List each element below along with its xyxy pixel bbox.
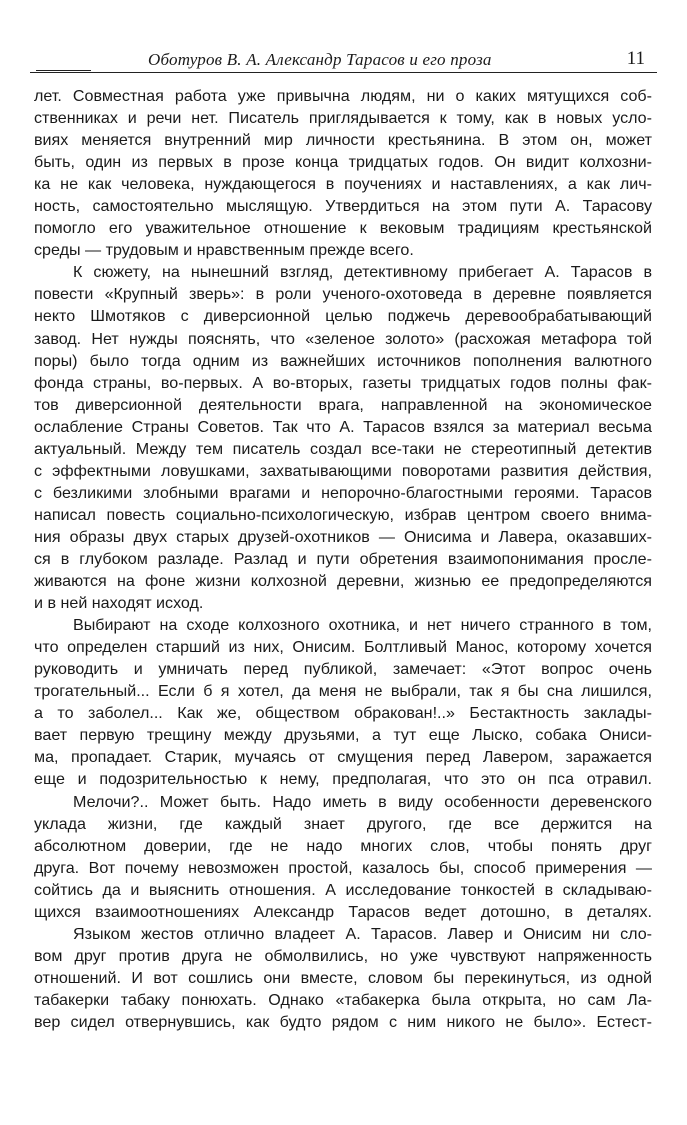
text-line: лет. Совместная работа уже привычна людям, ни о каких мятущихся соб-: [34, 87, 652, 105]
running-title: Оботуров В. А. Александр Тарасов и его проза: [148, 50, 492, 69]
header-rule: [30, 72, 657, 73]
text-line: живаются на фоне жизни колхозной деревни, жизнью ее предопределяются: [34, 572, 652, 591]
text-line: тов диверсионной деятельности врага, направленной на экономическое: [34, 395, 652, 414]
text-line: трогательный... Если б я хотел, да меня не выбрали, так я бы сна лишился,: [34, 682, 652, 701]
text-line: с безликими злобными врагами и непорочно-благостными героями. Тарасов: [34, 483, 652, 502]
text-line: табакерки табаку понюхать. Однако «табакерка была открыта, но сам Ла-: [34, 990, 652, 1009]
text-line: фонда страны, во-первых. А во-вторых, газеты тридцатых годов полны фак-: [34, 373, 652, 392]
page-header: [30, 48, 657, 74]
text-line: помогло его уважительное отношение к вековым традициям крестьянской: [34, 219, 652, 238]
text-line: вом друг против друга не обмолвились, но уже чувствуют напряженность: [34, 946, 652, 965]
text-line: еще и подозрительностью к нему, предполагая, что это он пса отравил.: [34, 770, 652, 789]
text-line: вер сидел отвернувшись, как будто рядом с ним никого не было». Естест-: [34, 1012, 652, 1031]
header-rule-short: [36, 70, 91, 71]
text-line: ка не как человека, нуждающегося в поучениях и наставлениях, а как лич-: [34, 175, 652, 194]
text-line: что определен старший из них, Онисим. Болтливый Манос, которому хочется: [34, 638, 652, 657]
text-line: среды — трудовым и нравственным прежде всего.: [34, 241, 414, 260]
text-line: ма, пропадает. Старик, мучаясь от смущения перед Лавером, заражается: [34, 748, 652, 767]
text-line: и в ней находят исход.: [34, 594, 204, 613]
body-text: [34, 85, 652, 1033]
text-line: виях меняется внутренний мир личности крестьянина. В этом он, может: [34, 131, 652, 150]
text-line: Языком жестов отлично владеет А. Тарасов. Лавер и Онисим ни сло-: [73, 924, 652, 943]
text-line: актуальный. Между тем писатель создал все-таки не стереотипный детектив: [34, 439, 652, 458]
page-number: 11: [626, 48, 645, 69]
text-line: друга. Вот почему невозможен простой, казалось бы, способ примерения —: [34, 858, 652, 877]
text-line: абсолютном доверии, где не надо многих слов, чтобы понять друг: [34, 836, 652, 855]
text-line: Мелочи?.. Может быть. Надо иметь в виду особенности деревенского: [73, 792, 652, 811]
text-line: некто Шмотяков с диверсионной целью поджечь деревообрабатывающий: [34, 307, 652, 326]
text-line: К сюжету, на нынешний взгляд, детективному прибегает А. Тарасов в: [73, 263, 652, 282]
text-line: руководить и умничать перед публикой, замечает: «Этот вопрос очень: [34, 660, 652, 679]
text-line: повести «Крупный зверь»: в роли ученого-охотоведа в деревне появляется: [34, 285, 652, 304]
text-line: щихся взаимоотношениях Александр Тарасов ведет дотошно, в деталях.: [34, 902, 652, 921]
text-line: завод. Нет нужды пояснять, что «зеленое золото» (расхожая метафора той: [34, 329, 652, 348]
text-line: уклада жизни, где каждый знает другого, где все держится на: [34, 814, 652, 833]
text-line: вает первую трещину между друзьями, а тут еще Лыско, собака Ониси-: [34, 726, 652, 745]
text-line: быть, один из первых в прозе конца тридцатых годов. Он видит колхозни-: [34, 153, 652, 172]
text-line: ся в глубоком разладе. Разлад и пути обретения взаимопонимания просле-: [34, 549, 652, 568]
text-line: отношений. И вот сошлись они вместе, словом бы перекинуться, из одной: [34, 968, 652, 987]
text-line: Выбирают на сходе колхозного охотника, и нет ничего странного в том,: [73, 616, 652, 635]
text-line: ность, самостоятельно мыслящую. Утвердиться на этом пути А. Тарасову: [34, 197, 652, 216]
text-line: ния образы двух старых друзей-охотников — Онисима и Лавера, оказавших-: [34, 527, 652, 546]
text-line: сойтись да и выяснить отношения. А исследование тонкостей в складываю-: [34, 880, 652, 899]
text-line: а то заболел... Как же, обществом обракован!..» Бестактность заклады-: [34, 704, 652, 723]
text-line: с эффектными ловушками, захватывающими поворотами развития действия,: [34, 461, 652, 480]
text-line: ослабление Страны Советов. Так что А. Тарасов взялся за материал весьма: [34, 417, 652, 436]
text-line: написал повесть социально-психологическую, избрав центром своего внима-: [34, 505, 652, 524]
text-line: ственниках и речи нет. Писатель приглядывается к тому, как в новых усло-: [34, 109, 652, 128]
text-line: поры) было тогда одним из важнейших источников пополнения валютного: [34, 351, 652, 370]
